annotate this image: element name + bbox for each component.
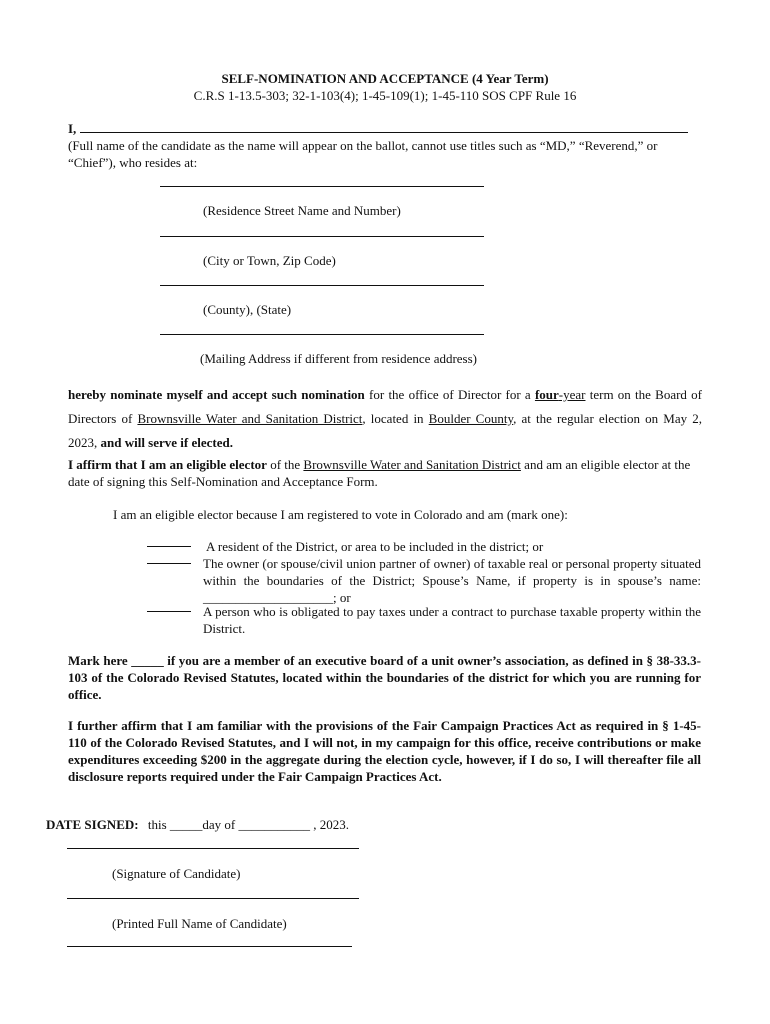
- affirm-lead: I affirm that I am an eligible elector: [68, 457, 267, 472]
- county-name: Boulder County: [428, 411, 514, 426]
- county-state-label: (County), (State): [203, 302, 292, 317]
- affirm-text: of the: [266, 457, 304, 472]
- affirm-paragraph: [68, 456, 702, 490]
- name-note: (Full name of the candidate as the name will appear on the ballot, cannot use titles such as “MD,” “Reverend,” or “Chief”), who resides at:: [68, 138, 658, 170]
- eligible-intro: I am an eligible elector because I am registered to vote in Colorado and am (mark one):: [113, 507, 568, 522]
- i-label: I,: [68, 121, 77, 136]
- form-title: SELF-NOMINATION AND ACCEPTANCE (4 Year Term): [221, 71, 549, 86]
- nomination-text: for the office of Director for a: [364, 387, 535, 402]
- county-state-field[interactable]: [160, 285, 484, 286]
- term-word: four: [534, 387, 559, 402]
- nomination-end: and will serve if elected.: [100, 435, 233, 450]
- nomination-paragraph: [68, 383, 702, 455]
- signature-label: (Signature of Candidate): [112, 866, 241, 881]
- further-affirm-paragraph: I further affirm that I am familiar with the provisions of the Fair Campaign Practices Act as required in § 1-45-110 of the Colorado Revised Statutes, and I will not, in my campaign for this office, receive contributions or make expenditures exceeding $200 in the aggregate during the election cycle, however, if I do so, I will thereafter file all disclosure reports required under the Fair Campaign Practices Act.: [68, 718, 701, 784]
- month-field[interactable]: ___________: [238, 817, 310, 832]
- term-rest: -year: [558, 387, 586, 402]
- day-field[interactable]: _____: [169, 817, 203, 832]
- option-resident-text: A resident of the District, or area to be included in the district; or: [206, 539, 544, 554]
- printed-name-field[interactable]: [67, 898, 359, 899]
- signature-field[interactable]: [67, 848, 359, 849]
- nomination-text: , located in: [362, 411, 429, 426]
- nomination-lead: hereby nominate myself and accept such nomination: [68, 387, 365, 402]
- name-row: [68, 120, 708, 137]
- option-taxpayer-text: A person who is obligated to pay taxes under a contract to purchase taxable property within the District.: [203, 604, 701, 636]
- city-zip-field[interactable]: [160, 236, 484, 237]
- date-signed-label: DATE SIGNED:: [46, 817, 139, 832]
- form-subtitle: C.R.S 1-13.5-303; 32-1-103(4); 1-45-109(1); 1-45-110 SOS CPF Rule 16: [193, 88, 577, 103]
- option-resident-mark[interactable]: [147, 538, 191, 555]
- mailing-address-field[interactable]: [160, 334, 484, 335]
- affirm-text: and am an eligible elector at the date of signing this Self-Nomination and Acceptance Form.: [68, 457, 691, 489]
- additional-line-field[interactable]: [67, 946, 352, 947]
- mark-here-paragraph: Mark here _____ if you are a member of an executive board of a unit owner’s association, as defined in § 38-33.3-103 of the Colorado Revised Statutes, located within the boundaries of the district for which you are running for office.: [68, 653, 701, 702]
- date-signed-row: [46, 816, 646, 833]
- nomination-text: term on the Board of Directors of: [68, 387, 703, 426]
- option-owner-mark[interactable]: [147, 555, 191, 572]
- residence-street-field[interactable]: [160, 186, 484, 187]
- nomination-text: , at the regular election on May 2, 2023,: [68, 411, 702, 450]
- date-text: this: [147, 817, 170, 832]
- date-text: day of: [202, 817, 239, 832]
- city-zip-label: (City or Town, Zip Code): [203, 253, 336, 268]
- mailing-address-label: (Mailing Address if different from residence address): [200, 351, 478, 366]
- date-text: , 2023.: [310, 817, 349, 832]
- residence-street-label: (Residence Street Name and Number): [203, 203, 401, 218]
- option-owner-text: The owner (or spouse/civil union partner of owner) of taxable real or personal property situated within the boundaries of the District; Spouse’s Name, if property is in spouse’s name: ____________________; or: [203, 556, 701, 605]
- district-name: Brownsville Water and Sanitation District: [303, 457, 521, 472]
- option-taxpayer-mark[interactable]: [147, 603, 191, 620]
- district-name: Brownsville Water and Sanitation District: [137, 411, 363, 426]
- printed-name-label: (Printed Full Name of Candidate): [112, 916, 287, 931]
- candidate-name-field[interactable]: [80, 132, 688, 133]
